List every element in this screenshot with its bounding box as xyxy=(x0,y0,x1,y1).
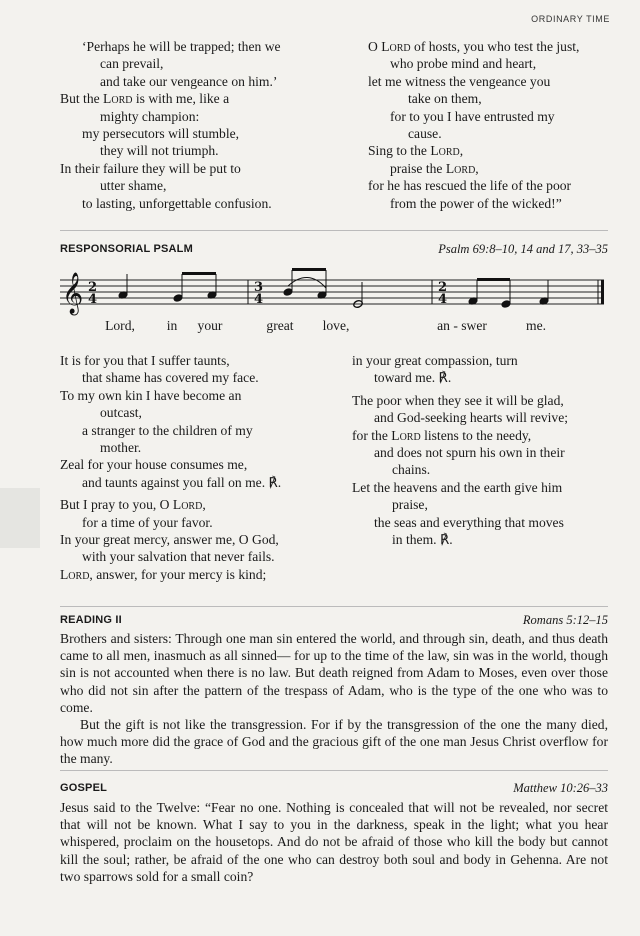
psalm-verse-line: in them. ℟. xyxy=(392,532,453,548)
verse-line: my persecutors will stumble, xyxy=(82,126,240,142)
verse-line: take on them, xyxy=(408,91,482,107)
psalm-verse-line: in your great compassion, turn xyxy=(352,353,518,368)
psalm-verse-line: outcast, xyxy=(100,405,142,421)
lyric-syllable: love, xyxy=(322,318,350,333)
lyric-syllable: Lord, xyxy=(105,318,135,333)
psalm-citation: Psalm 69:8–10, 14 and 17, 33–35 xyxy=(438,242,608,256)
verse-line: O Lord of hosts, you who test the just, xyxy=(368,39,580,54)
verse-line: for he has rescued the life of the poor xyxy=(368,178,572,194)
reading2-citation: Romans 5:12–15 xyxy=(522,613,608,627)
psalm-verse-line: that shame has covered my face. xyxy=(82,370,259,386)
psalm-verse-line: Zeal for your house consumes me, xyxy=(60,457,248,473)
reading1-verse-right xyxy=(368,38,608,212)
psalm-verse-line: But I pray to you, O Lord, xyxy=(60,497,206,513)
psalm-verse-line: the seas and everything that moves xyxy=(374,514,564,530)
psalm-verse-line: a stranger to the children of my xyxy=(82,422,253,438)
verse-line: can prevail, xyxy=(100,56,164,72)
reading2-heading: READING II xyxy=(60,614,122,626)
verse-line: who probe mind and heart, xyxy=(390,56,537,72)
verse-line: let me witness the vengeance you xyxy=(368,73,551,89)
gospel-heading-row xyxy=(60,782,608,798)
psalm-verse-line: The poor when they see it will be glad, xyxy=(352,392,564,408)
section-divider xyxy=(60,770,608,771)
lyric-syllable: your xyxy=(197,318,223,333)
time-signature-top: 3 xyxy=(254,280,264,295)
note-head xyxy=(501,300,511,309)
lyric-syllable: an - swer xyxy=(437,318,487,333)
psalm-verse-right xyxy=(352,352,608,548)
verse-line: praise the Lord, xyxy=(390,160,479,176)
page-shadow xyxy=(0,488,40,548)
psalm-verse-line: mother. xyxy=(100,440,142,456)
final-bar-line xyxy=(601,280,604,304)
psalm-verse-line: and taunts against you fall on me. ℟. xyxy=(82,474,282,490)
psalm-verse-line: and God-seeking hearts will revive; xyxy=(374,410,569,426)
running-head: ORDINARY TIME xyxy=(531,14,610,24)
reading2-text xyxy=(60,630,608,768)
verse-line: mighty champion: xyxy=(100,108,200,124)
psalm-verse-line: toward me. ℟. xyxy=(374,370,452,386)
gospel-citation: Matthew 10:26–33 xyxy=(513,781,608,795)
gospel-text xyxy=(60,799,608,885)
verse-line: and take our vengeance on him.’ xyxy=(100,73,278,89)
time-signature-top: 2 xyxy=(88,280,98,295)
psalm-verse-line: It is for you that I suffer taunts, xyxy=(60,353,230,368)
paragraph: Jesus said to the Twelve: “Fear no one. Nothing is concealed that will not be revealed, nor secret that will not be known. What I say to you in the darkness, speak in the light; what you hear whispered, proclaim on the housetops. And do not be afraid of those who kill the body but cannot kill the soul; rather, be afraid of the one who can destroy both soul and body in Gehenna. Are not two sparrows sold for a small coin? xyxy=(60,800,608,884)
paragraph: Brothers and sisters: Through one man sin entered the world, and through sin, death, and thus death came to all men, inasmuch as all sinned— for up to the time of the law, sin was in the world, though sin is not accounted when there is no law. But death reigned from Adam to Moses, even over those who did not sin after the pattern of the trespass of Adam, who is the type of the one who was to come. xyxy=(60,631,608,715)
note-head xyxy=(283,288,293,297)
notes xyxy=(118,268,549,308)
verse-line: for to you I have entrusted my xyxy=(390,108,555,124)
staff-lines xyxy=(60,280,604,304)
psalm-verse-line: chains. xyxy=(392,462,431,478)
psalm-verse-line: with your salvation that never fails. xyxy=(82,549,275,565)
time-signature-top: 2 xyxy=(438,280,448,295)
verse-line: to lasting, unforgettable confusion. xyxy=(82,195,272,211)
verse-line: Sing to the Lord, xyxy=(368,143,464,159)
psalm-verse-left xyxy=(60,352,360,583)
lyric-syllable: in xyxy=(166,318,178,333)
psalm-verse-line: for a time of your favor. xyxy=(82,514,213,530)
psalm-verse-line: Lord, answer, for your mercy is kind; xyxy=(60,566,267,582)
verse-line: cause. xyxy=(408,126,442,142)
psalm-verse-line: In your great mercy, answer me, O God, xyxy=(60,532,279,548)
verse-line: In their failure they will be put to xyxy=(60,160,241,176)
verse-line: from the power of the wicked!” xyxy=(390,195,562,211)
psalm-heading-row xyxy=(60,243,608,259)
time-signature xyxy=(88,280,447,307)
psalm-verse-line: for the Lord listens to the needy, xyxy=(352,427,532,443)
section-divider xyxy=(60,606,608,607)
lyric-syllable: me. xyxy=(525,318,547,333)
section-divider xyxy=(60,230,608,231)
reading2-heading-row xyxy=(60,614,608,630)
treble-clef-icon: 𝄞 xyxy=(62,273,84,314)
time-signature-bottom: 4 xyxy=(88,292,98,307)
psalm-verse-line: Let the heavens and the earth give him xyxy=(352,479,563,495)
time-signature-bottom: 4 xyxy=(438,292,448,307)
paragraph: But the gift is not like the transgression. For if by the transgression of the one the many died, how much more did the grace of God and the gracious gift of the one man Jesus Christ overflow for the many. xyxy=(60,717,608,767)
verse-line: ‘Perhaps he will be trapped; then we xyxy=(82,39,281,54)
reading1-verse-left xyxy=(60,38,350,212)
time-signature-bottom: 4 xyxy=(254,292,264,307)
psalm-verse-line: praise, xyxy=(392,497,428,513)
verse-line: But the Lord is with me, like a xyxy=(60,91,230,107)
lyric-syllable: great xyxy=(266,318,294,333)
note-head xyxy=(173,294,183,303)
psalm-heading: RESPONSORIAL PSALM xyxy=(60,243,193,255)
psalm-verse-line: and does not spurn his own in their xyxy=(374,445,565,461)
psalm-verse-line: To my own kin I have become an xyxy=(60,387,242,403)
verse-line: utter shame, xyxy=(100,178,167,194)
verse-line: they will not triumph. xyxy=(100,143,219,159)
gospel-heading: GOSPEL xyxy=(60,782,108,794)
